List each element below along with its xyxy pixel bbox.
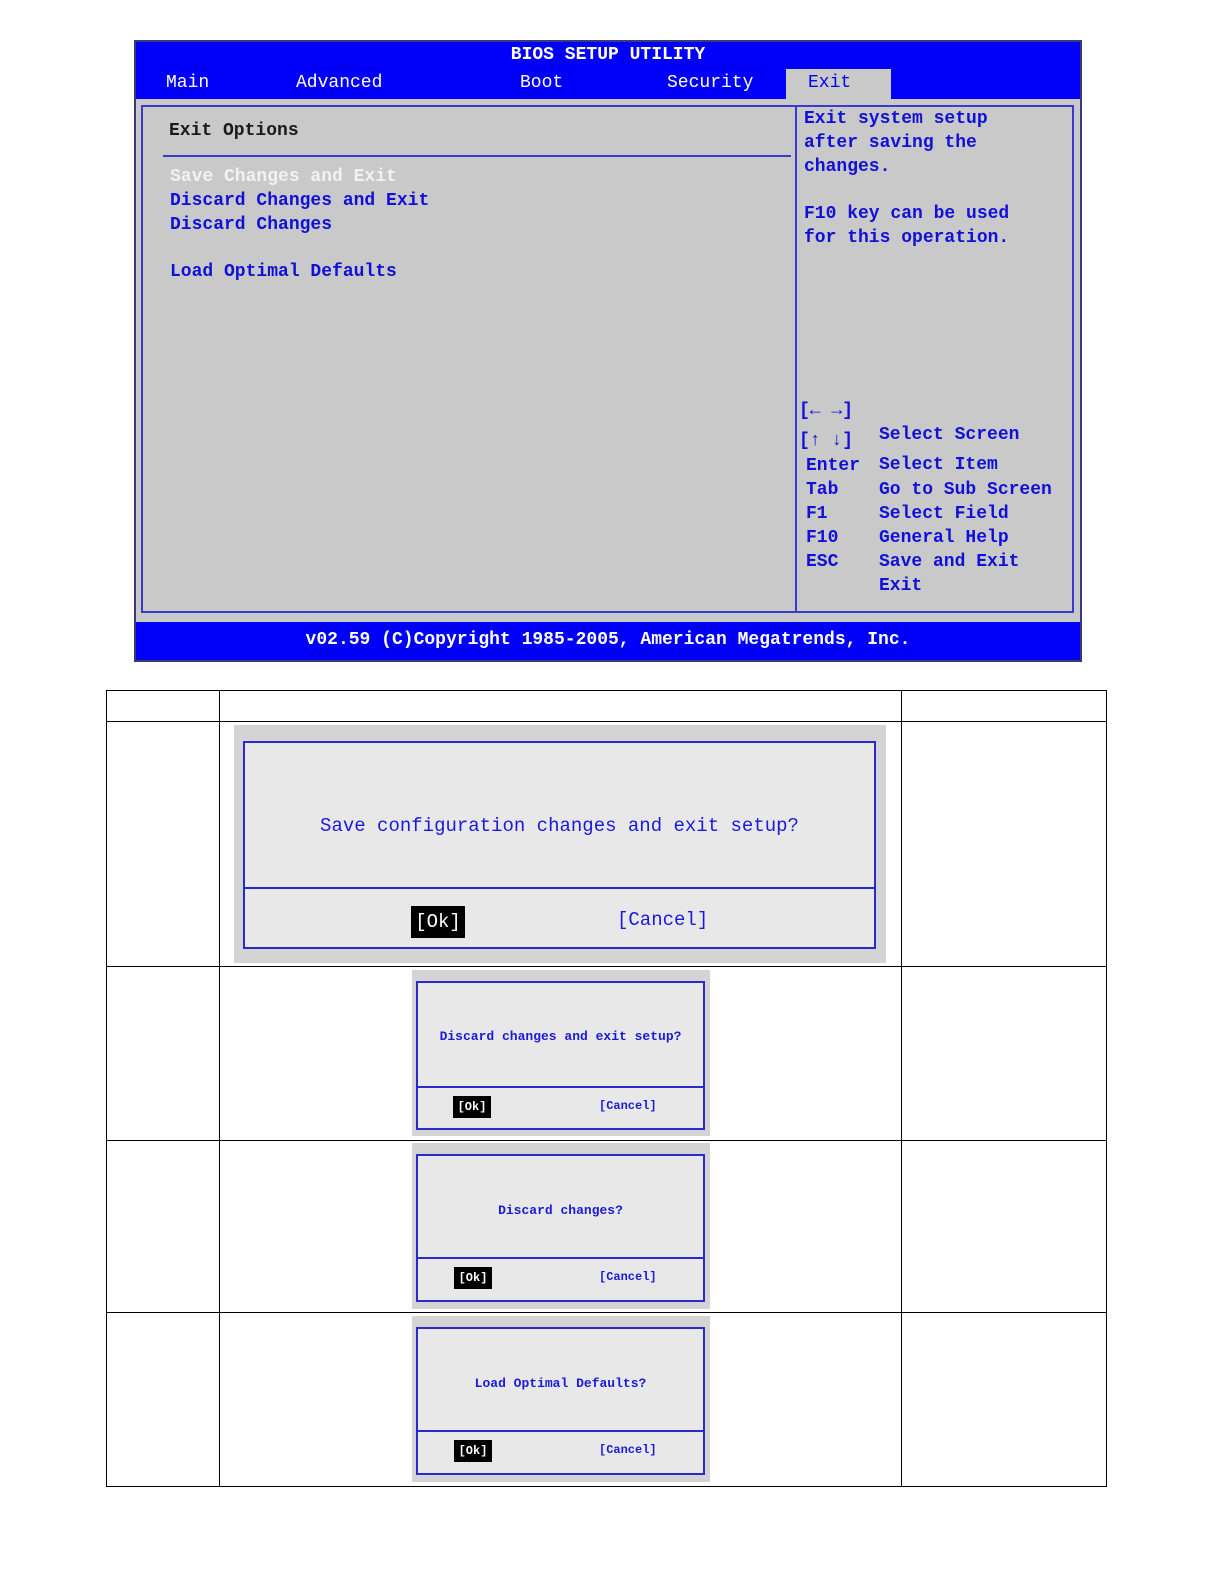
menu-item-discard-changes-and-exit[interactable]: Discard Changes and Exit [170,191,430,211]
key-name: Tab [806,480,839,500]
dialog-question: Discard changes? [498,1203,623,1218]
key-desc: Save and Exit [879,552,1020,572]
key-desc: Select Field [879,504,1009,524]
key-desc: Select Screen [879,425,1020,445]
dialog-separator [245,887,874,889]
key-desc: Go to Sub Screen [879,480,1052,500]
arrow-left-right-icon: [← →] [799,401,854,421]
bios-screen [134,40,1082,662]
table-border [106,690,107,1487]
section-divider [163,155,791,157]
help-line-3: changes. [804,157,891,177]
bios-title: BIOS SETUP UTILITY [136,42,1080,69]
menu-item-load-optimal-defaults[interactable]: Load Optimal Defaults [170,262,397,282]
tab-boot[interactable]: Boot [520,73,564,93]
help-panel-divider [795,107,797,611]
dialog-separator [418,1430,703,1432]
table-border [219,690,220,1487]
menu-item-discard-changes[interactable]: Discard Changes [170,215,333,235]
table-border [106,690,1107,691]
tab-bar [136,69,1080,99]
load-defaults-dialog [416,1327,705,1475]
dialog-separator [418,1257,703,1259]
help-line-1: Exit system setup [804,109,988,129]
menu-item-save-changes-and-exit[interactable]: Save Changes and Exit [170,167,397,187]
key-legend-select-screen [799,375,1020,445]
key-desc: Select Item [879,455,998,475]
tab-security[interactable]: Security [667,73,754,93]
dialog-separator [418,1086,703,1088]
dialog-question: Save configuration changes and exit setup? [320,815,799,837]
key-desc: Exit [879,576,923,596]
save-exit-dialog [243,741,876,949]
table-border [1106,690,1107,1487]
table-border [106,1140,1107,1141]
bios-body [141,105,1074,613]
table-border [106,721,1107,722]
cancel-button[interactable]: [Cancel] [617,909,709,931]
key-desc: General Help [879,528,1009,548]
key-legend-esc [806,526,923,596]
discard-changes-dialog [416,1154,705,1302]
dialog-question: Discard changes and exit setup? [439,1029,682,1044]
ok-button[interactable]: [Ok] [454,1267,492,1289]
cancel-button[interactable]: [Cancel] [599,1099,657,1113]
key-name: F1 [806,504,828,524]
key-name: ESC [806,552,839,572]
tab-advanced[interactable]: Advanced [296,73,383,93]
help-line-4: F10 key can be used [804,204,1010,224]
dialog-question: Load Optimal Defaults? [474,1376,647,1391]
key-name: F10 [806,528,839,548]
help-line-2: after saving the [804,133,977,153]
copyright-footer: v02.59 (C)Copyright 1985-2005, American Megatrends, Inc. [136,622,1080,660]
help-line-5: for this operation. [804,228,1010,248]
key-name: Enter [806,456,861,476]
tab-exit[interactable]: Exit [786,69,891,99]
section-title: Exit Options [169,121,299,141]
ok-button[interactable]: [Ok] [454,1440,492,1462]
table-border [106,966,1107,967]
cancel-button[interactable]: [Cancel] [599,1270,657,1284]
cancel-button[interactable]: [Cancel] [599,1443,657,1457]
discard-exit-dialog [416,981,705,1130]
ok-button[interactable]: [Ok] [411,906,465,938]
tab-main[interactable]: Main [166,73,210,93]
table-border [106,1312,1107,1313]
ok-button[interactable]: [Ok] [453,1096,491,1118]
table-border [106,1486,1107,1487]
table-border [901,690,902,1487]
arrow-up-down-icon: [↑ ↓] [799,431,854,451]
